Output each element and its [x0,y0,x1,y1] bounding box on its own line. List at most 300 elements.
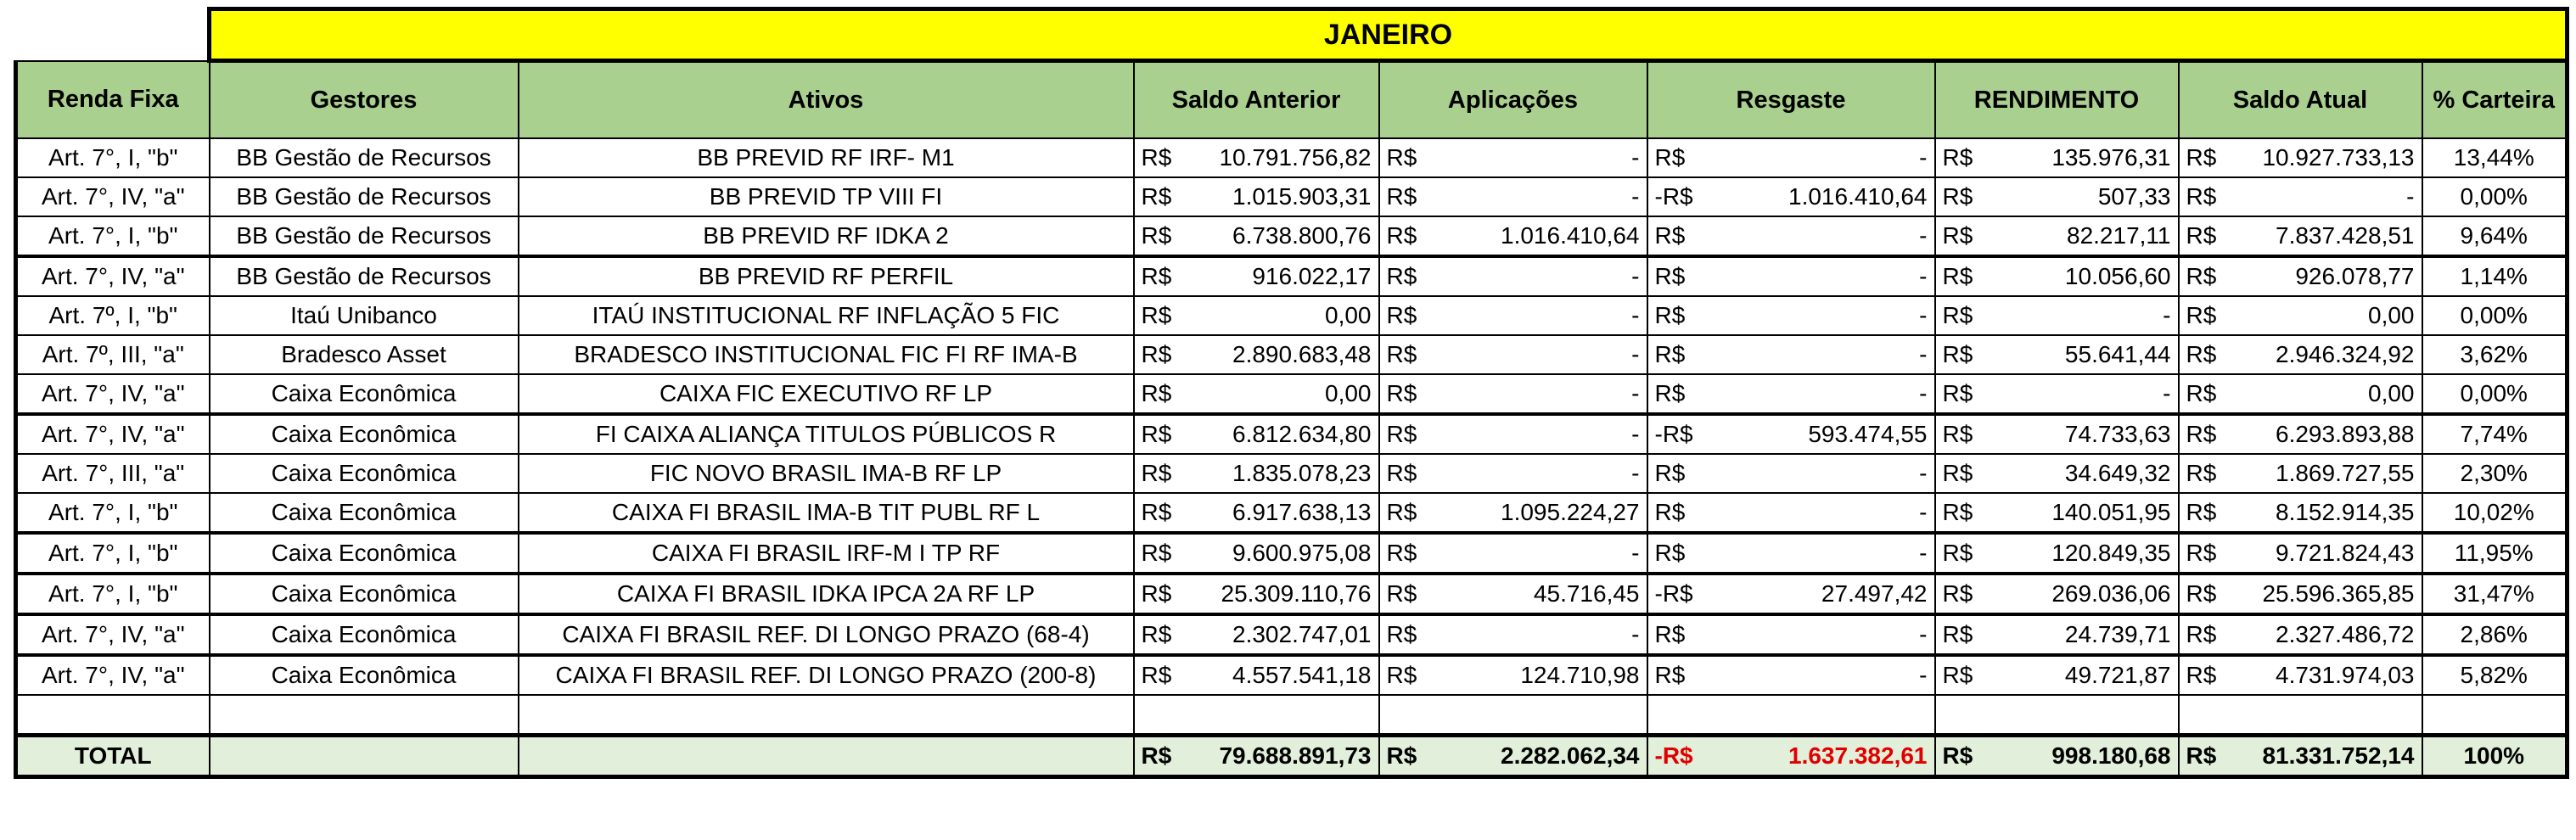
currency-symbol: R$ [1942,742,1973,769]
currency-symbol: R$ [1141,263,1172,289]
cell-carteira[interactable]: 0,00% [2422,296,2568,335]
header-row [16,61,2568,139]
currency-symbol: R$ [2186,144,2217,171]
table-row [16,493,2568,533]
empty-cell[interactable] [1379,695,1647,736]
amount-value: 1.016.410,64 [1788,183,1928,210]
portfolio-table [14,7,2569,779]
currency-symbol: R$ [1942,621,1973,647]
cell-resgaste[interactable] [1647,533,1935,574]
amount-value: 82.217,11 [2067,222,2171,249]
currency-symbol: -R$ [1654,580,1693,607]
currency-symbol: R$ [1942,540,1973,566]
empty-cell[interactable] [210,695,519,736]
currency-symbol: R$ [1386,421,1417,447]
currency-symbol: R$ [1141,222,1172,249]
total-resgaste[interactable] [1647,736,1935,777]
cell-renda-fixa[interactable]: Art. 7º, I, "b" [16,296,210,335]
cell-carteira[interactable]: 5,82% [2422,655,2568,695]
amount-value: 0,00 [1325,302,1372,328]
amount-value: 7.837.428,51 [2276,222,2415,249]
cell-rendimento[interactable] [1935,177,2179,216]
amount-value: 135.976,31 [2051,144,2171,171]
total-saldo-atual[interactable] [2179,736,2422,777]
currency-symbol: R$ [1141,341,1172,367]
cell-saldo-anterior[interactable] [1134,138,1379,177]
amount-value: 0,00 [2368,302,2415,328]
currency-symbol: -R$ [1654,421,1693,447]
currency-symbol: R$ [1141,499,1172,525]
cell-ativo[interactable]: FIC NOVO BRASIL IMA-B RF LP [519,454,1134,493]
cell-saldo-atual[interactable] [2179,138,2422,177]
cell-carteira[interactable]: 3,62% [2422,335,2568,374]
cell-aplicacoes[interactable] [1379,256,1647,296]
amount-value: 24.739,71 [2064,621,2171,647]
cell-gestor[interactable]: Caixa Econômica [210,493,519,533]
amount-value: 79.688.891,73 [1219,742,1372,769]
cell-gestor[interactable]: Caixa Econômica [210,374,519,414]
cell-rendimento[interactable] [1935,655,2179,695]
cell-aplicacoes[interactable] [1379,574,1647,614]
currency-symbol: R$ [1942,380,1973,406]
cell-renda-fixa[interactable]: Art. 7°, I, "b" [16,574,210,614]
header-saldo-atual[interactable]: Saldo Atual [2179,61,2422,139]
amount-value: - [1631,263,1640,289]
header-resgaste[interactable]: Resgaste [1647,61,1935,139]
currency-symbol: -R$ [1654,183,1693,210]
cell-renda-fixa[interactable]: Art. 7°, IV, "a" [16,177,210,216]
currency-symbol: R$ [1141,380,1172,406]
amount-value: - [1631,302,1640,328]
currency-symbol: R$ [1654,302,1686,328]
currency-symbol: R$ [1386,341,1417,367]
header-aplicacoes[interactable]: Aplicações [1379,61,1647,139]
cell-ativo[interactable]: BB PREVID TP VIII FI [519,177,1134,216]
cell-renda-fixa[interactable]: Art. 7°, I, "b" [16,216,210,256]
header-renda-fixa[interactable]: Renda Fixa [16,61,210,139]
sheet-title[interactable]: JANEIRO [210,9,2568,61]
cell-gestor[interactable]: Itaú Unibanco [210,296,519,335]
cell-renda-fixa[interactable]: Art. 7°, I, "b" [16,533,210,574]
cell-ativo[interactable]: ITAÚ INSTITUCIONAL RF INFLAÇÃO 5 FIC [519,296,1134,335]
cell-ativo[interactable]: BB PREVID RF IDKA 2 [519,216,1134,256]
cell-saldo-anterior[interactable] [1134,655,1379,695]
cell-carteira[interactable]: 10,02% [2422,493,2568,533]
amount-value: 34.649,32 [2064,460,2171,486]
currency-symbol: R$ [1654,460,1686,486]
currency-symbol: R$ [1654,499,1686,525]
amount-value: 2.946.324,92 [2276,341,2415,367]
total-row [16,736,2568,777]
cell-aplicacoes[interactable] [1379,655,1647,695]
total-carteira[interactable]: 100% [2422,736,2568,777]
title-spacer [16,9,210,61]
amount-value: 2.327.486,72 [2276,621,2415,647]
amount-value: 49.721,87 [2064,662,2171,688]
cell-saldo-atual[interactable] [2179,493,2422,533]
cell-resgaste[interactable] [1647,177,1935,216]
table-row [16,256,2568,296]
cell-aplicacoes[interactable] [1379,414,1647,454]
currency-symbol: R$ [1386,540,1417,566]
cell-aplicacoes[interactable] [1379,177,1647,216]
currency-symbol: R$ [1141,302,1172,328]
currency-symbol: R$ [1942,580,1973,607]
cell-rendimento[interactable] [1935,614,2179,655]
cell-aplicacoes[interactable] [1379,296,1647,335]
cell-renda-fixa[interactable]: Art. 7°, IV, "a" [16,655,210,695]
currency-symbol: R$ [2186,263,2217,289]
cell-ativo[interactable]: FI CAIXA ALIANÇA TITULOS PÚBLICOS R [519,414,1134,454]
table-row [16,655,2568,695]
cell-carteira[interactable]: 11,95% [2422,533,2568,574]
amount-value: - [1919,460,1928,486]
cell-carteira[interactable]: 13,44% [2422,138,2568,177]
amount-value: 2.890.683,48 [1232,341,1372,367]
currency-symbol: R$ [2186,662,2217,688]
cell-ativo[interactable]: BRADESCO INSTITUCIONAL FIC FI RF IMA-B [519,335,1134,374]
currency-symbol: R$ [1654,222,1686,249]
table-row [16,614,2568,655]
currency-symbol: R$ [1942,144,1973,171]
cell-rendimento[interactable] [1935,574,2179,614]
cell-saldo-anterior[interactable] [1134,493,1379,533]
amount-value: - [1919,540,1928,566]
amount-value: - [1631,341,1640,367]
currency-symbol: R$ [1654,540,1686,566]
currency-symbol: R$ [1141,144,1172,171]
amount-value: 140.051,95 [2051,499,2171,525]
header-rendimento[interactable]: RENDIMENTO [1935,61,2179,139]
currency-symbol: R$ [1942,222,1973,249]
currency-symbol: R$ [2186,341,2217,367]
cell-saldo-atual[interactable] [2179,614,2422,655]
total-saldo-anterior[interactable] [1134,736,1379,777]
spreadsheet [14,7,2569,779]
amount-value: 81.331.752,14 [2262,742,2415,769]
amount-value: - [1631,183,1640,210]
empty-cell[interactable] [519,695,1134,736]
cell-rendimento[interactable] [1935,138,2179,177]
amount-value: - [1919,302,1928,328]
currency-symbol: R$ [1942,302,1973,328]
amount-value: - [2163,302,2171,328]
header-saldo-anterior[interactable]: Saldo Anterior [1134,61,1379,139]
cell-resgaste[interactable] [1647,493,1935,533]
cell-rendimento[interactable] [1935,256,2179,296]
cell-saldo-anterior[interactable] [1134,414,1379,454]
cell-resgaste[interactable] [1647,296,1935,335]
cell-resgaste[interactable] [1647,574,1935,614]
header-carteira[interactable]: % Carteira [2422,61,2568,139]
amount-value: 27.497,42 [1821,580,1928,607]
cell-gestor[interactable]: Caixa Econômica [210,574,519,614]
amount-value: 269.036,06 [2051,580,2171,607]
currency-symbol: R$ [1942,341,1973,367]
table-row [16,335,2568,374]
amount-value: 6.293.893,88 [2276,421,2415,447]
table-row [16,454,2568,493]
cell-gestor[interactable]: BB Gestão de Recursos [210,256,519,296]
cell-renda-fixa[interactable]: Art. 7°, IV, "a" [16,414,210,454]
currency-symbol: R$ [1654,621,1686,647]
total-blank-ativo[interactable] [519,736,1134,777]
currency-symbol: R$ [1141,742,1172,769]
amount-value: 0,00 [2368,380,2415,406]
cell-ativo[interactable]: CAIXA FI BRASIL IMA-B TIT PUBL RF L [519,493,1134,533]
currency-symbol: R$ [1942,662,1973,688]
amount-value: 9.721.824,43 [2276,540,2415,566]
empty-cell[interactable] [1647,695,1935,736]
cell-saldo-atual[interactable] [2179,216,2422,256]
amount-value: - [1631,540,1640,566]
total-blank-gestor[interactable] [210,736,519,777]
cell-rendimento[interactable] [1935,493,2179,533]
cell-carteira[interactable]: 1,14% [2422,256,2568,296]
empty-cell[interactable] [1935,695,2179,736]
table-row [16,296,2568,335]
cell-rendimento[interactable] [1935,374,2179,414]
empty-cell[interactable] [16,695,210,736]
currency-symbol: R$ [1654,144,1686,171]
currency-symbol: R$ [2186,302,2217,328]
currency-symbol: R$ [2186,621,2217,647]
cell-carteira[interactable]: 2,86% [2422,614,2568,655]
cell-gestor[interactable]: BB Gestão de Recursos [210,138,519,177]
cell-saldo-atual[interactable] [2179,296,2422,335]
cell-saldo-atual[interactable] [2179,414,2422,454]
cell-aplicacoes[interactable] [1379,614,1647,655]
amount-value: 74.733,63 [2064,421,2171,447]
amount-value: - [1919,621,1928,647]
cell-saldo-anterior[interactable] [1134,177,1379,216]
cell-ativo[interactable]: CAIXA FIC EXECUTIVO RF LP [519,374,1134,414]
total-rendimento[interactable] [1935,736,2179,777]
amount-value: 593.474,55 [1808,421,1928,447]
cell-renda-fixa[interactable]: Art. 7°, IV, "a" [16,374,210,414]
cell-renda-fixa[interactable]: Art. 7°, I, "b" [16,493,210,533]
amount-value: 120.849,35 [2051,540,2171,566]
cell-aplicacoes[interactable] [1379,138,1647,177]
cell-renda-fixa[interactable]: Art. 7°, III, "a" [16,454,210,493]
cell-gestor[interactable]: Bradesco Asset [210,335,519,374]
table-row [16,216,2568,256]
cell-saldo-anterior[interactable] [1134,296,1379,335]
cell-saldo-atual[interactable] [2179,374,2422,414]
empty-cell[interactable] [2179,695,2422,736]
currency-symbol: R$ [1141,421,1172,447]
amount-value: 1.637.382,61 [1788,742,1928,769]
cell-renda-fixa[interactable]: Art. 7°, IV, "a" [16,614,210,655]
cell-resgaste[interactable] [1647,138,1935,177]
cell-rendimento[interactable] [1935,533,2179,574]
cell-saldo-atual[interactable] [2179,574,2422,614]
amount-value: - [2163,380,2171,406]
currency-symbol: R$ [1942,183,1973,210]
cell-aplicacoes[interactable] [1379,454,1647,493]
amount-value: - [1631,621,1640,647]
cell-rendimento[interactable] [1935,296,2179,335]
amount-value: - [1919,499,1928,525]
header-ativos[interactable]: Ativos [519,61,1134,139]
cell-saldo-anterior[interactable] [1134,335,1379,374]
cell-carteira[interactable]: 7,74% [2422,414,2568,454]
currency-symbol: R$ [2186,540,2217,566]
cell-carteira[interactable]: 0,00% [2422,374,2568,414]
cell-aplicacoes[interactable] [1379,493,1647,533]
cell-saldo-anterior[interactable] [1134,533,1379,574]
empty-cell[interactable] [1134,695,1379,736]
cell-rendimento[interactable] [1935,335,2179,374]
empty-row [16,695,2568,736]
cell-saldo-anterior[interactable] [1134,614,1379,655]
cell-carteira[interactable]: 9,64% [2422,216,2568,256]
amount-value: 6.812.634,80 [1232,421,1372,447]
cell-renda-fixa[interactable]: Art. 7°, IV, "a" [16,256,210,296]
cell-carteira[interactable]: 0,00% [2422,177,2568,216]
cell-resgaste[interactable] [1647,614,1935,655]
total-label[interactable]: TOTAL [16,736,210,777]
cell-resgaste[interactable] [1647,454,1935,493]
currency-symbol: R$ [1386,380,1417,406]
amount-value: 10.791.756,82 [1219,144,1372,171]
cell-gestor[interactable]: BB Gestão de Recursos [210,177,519,216]
cell-renda-fixa[interactable]: Art. 7º, III, "a" [16,335,210,374]
amount-value: 124.710,98 [1520,662,1640,688]
cell-ativo[interactable]: CAIXA FI BRASIL IRF-M I TP RF [519,533,1134,574]
cell-carteira[interactable]: 31,47% [2422,574,2568,614]
cell-saldo-anterior[interactable] [1134,374,1379,414]
cell-ativo[interactable]: CAIXA FI BRASIL REF. DI LONGO PRAZO (200-8) [519,655,1134,695]
cell-resgaste[interactable] [1647,335,1935,374]
amount-value: 2.302.747,01 [1232,621,1372,647]
amount-value: 0,00 [1325,380,1372,406]
cell-ativo[interactable]: BB PREVID RF PERFIL [519,256,1134,296]
currency-symbol: R$ [1942,421,1973,447]
currency-symbol: R$ [1654,662,1686,688]
cell-saldo-anterior[interactable] [1134,574,1379,614]
amount-value: - [1631,144,1640,171]
amount-value: - [1919,263,1928,289]
currency-symbol: R$ [1386,222,1417,249]
amount-value: - [2406,183,2415,210]
currency-symbol: -R$ [1654,742,1693,769]
cell-resgaste[interactable] [1647,216,1935,256]
cell-resgaste[interactable] [1647,414,1935,454]
currency-symbol: R$ [2186,183,2217,210]
cell-renda-fixa[interactable]: Art. 7°, I, "b" [16,138,210,177]
amount-value: 507,33 [2097,183,2171,210]
currency-symbol: R$ [1386,580,1417,607]
header-gestores[interactable]: Gestores [210,61,519,139]
cell-saldo-atual[interactable] [2179,655,2422,695]
amount-value: - [1919,341,1928,367]
cell-saldo-atual[interactable] [2179,533,2422,574]
empty-cell[interactable] [2422,695,2568,736]
title-row [16,9,2568,61]
amount-value: - [1919,144,1928,171]
amount-value: 8.152.914,35 [2276,499,2415,525]
cell-saldo-atual[interactable] [2179,335,2422,374]
cell-aplicacoes[interactable] [1379,533,1647,574]
cell-ativo[interactable]: CAIXA FI BRASIL REF. DI LONGO PRAZO (68-4) [519,614,1134,655]
currency-symbol: R$ [1386,302,1417,328]
cell-aplicacoes[interactable] [1379,216,1647,256]
currency-symbol: R$ [2186,222,2217,249]
amount-value: 9.600.975,08 [1232,540,1372,566]
amount-value: 6.917.638,13 [1232,499,1372,525]
amount-value: 55.641,44 [2064,341,2171,367]
cell-gestor[interactable]: Caixa Econômica [210,655,519,695]
amount-value: 10.927.733,13 [2262,144,2415,171]
currency-symbol: R$ [2186,742,2217,769]
cell-gestor[interactable]: BB Gestão de Recursos [210,216,519,256]
currency-symbol: R$ [1386,263,1417,289]
currency-symbol: R$ [1386,742,1417,769]
total-aplicacoes[interactable] [1379,736,1647,777]
cell-ativo[interactable]: BB PREVID RF IRF- M1 [519,138,1134,177]
cell-saldo-anterior[interactable] [1134,454,1379,493]
amount-value: 1.016.410,64 [1501,222,1640,249]
currency-symbol: R$ [1654,380,1686,406]
currency-symbol: R$ [2186,460,2217,486]
cell-gestor[interactable]: Caixa Econômica [210,454,519,493]
cell-rendimento[interactable] [1935,414,2179,454]
amount-value: 916.022,17 [1252,263,1372,289]
currency-symbol: R$ [1141,580,1172,607]
cell-ativo[interactable]: CAIXA FI BRASIL IDKA IPCA 2A RF LP [519,574,1134,614]
amount-value: 1.095.224,27 [1501,499,1640,525]
cell-saldo-anterior[interactable] [1134,256,1379,296]
currency-symbol: R$ [1386,144,1417,171]
cell-carteira[interactable]: 2,30% [2422,454,2568,493]
cell-aplicacoes[interactable] [1379,374,1647,414]
cell-gestor[interactable]: Caixa Econômica [210,414,519,454]
amount-value: 1.869.727,55 [2276,460,2415,486]
amount-value: 10.056,60 [2064,263,2171,289]
currency-symbol: R$ [1141,460,1172,486]
cell-rendimento[interactable] [1935,216,2179,256]
table-row [16,374,2568,414]
cell-aplicacoes[interactable] [1379,335,1647,374]
cell-resgaste[interactable] [1647,655,1935,695]
cell-resgaste[interactable] [1647,256,1935,296]
currency-symbol: R$ [1386,662,1417,688]
amount-value: - [1919,380,1928,406]
cell-rendimento[interactable] [1935,454,2179,493]
cell-gestor[interactable]: Caixa Econômica [210,614,519,655]
currency-symbol: R$ [1942,263,1973,289]
amount-value: 1.015.903,31 [1232,183,1372,210]
table-row [16,533,2568,574]
cell-gestor[interactable]: Caixa Econômica [210,533,519,574]
currency-symbol: R$ [1654,263,1686,289]
cell-saldo-atual[interactable] [2179,256,2422,296]
currency-symbol: R$ [1141,183,1172,210]
amount-value: 4.557.541,18 [1232,662,1372,688]
currency-symbol: R$ [1654,341,1686,367]
amount-value: 45.716,45 [1533,580,1640,607]
amount-value: - [1919,222,1928,249]
currency-symbol: R$ [1141,621,1172,647]
amount-value: - [1631,380,1640,406]
cell-resgaste[interactable] [1647,374,1935,414]
currency-symbol: R$ [2186,499,2217,525]
cell-saldo-atual[interactable] [2179,177,2422,216]
cell-saldo-anterior[interactable] [1134,216,1379,256]
cell-saldo-atual[interactable] [2179,454,2422,493]
currency-symbol: R$ [1942,460,1973,486]
